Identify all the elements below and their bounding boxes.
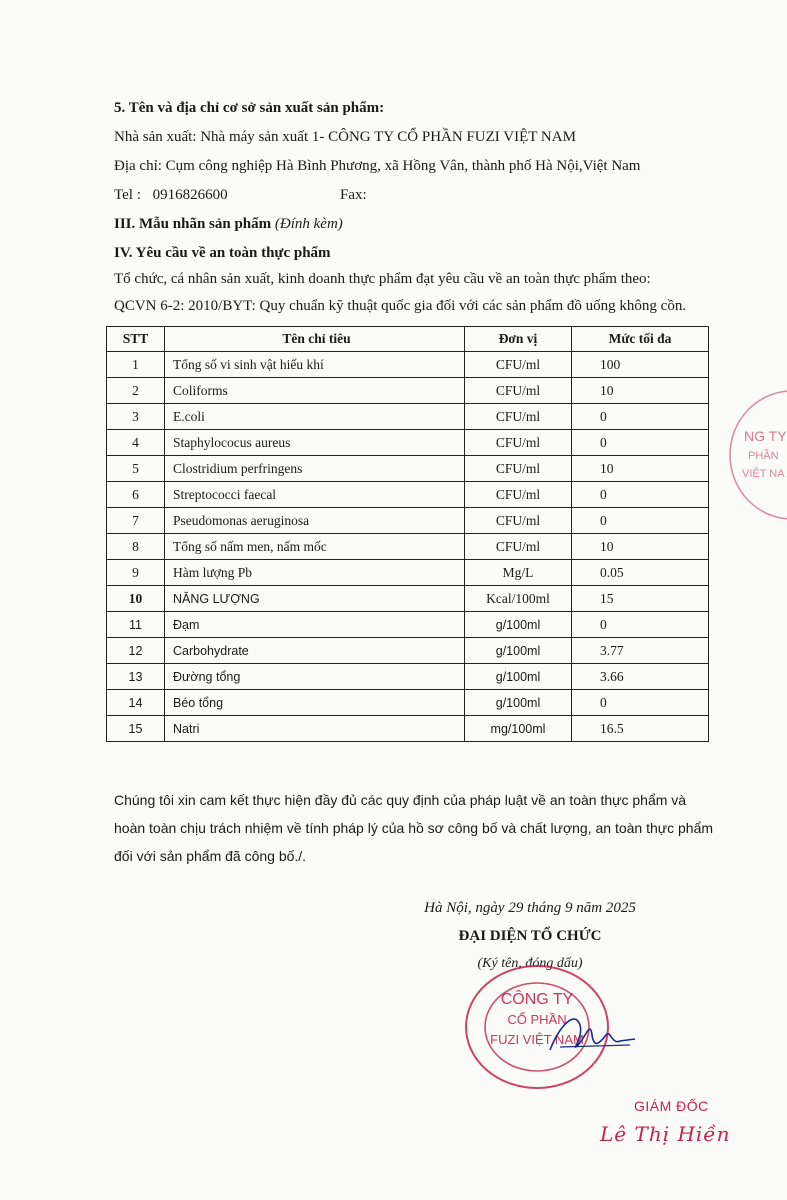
cell-name: E.coli	[165, 404, 465, 430]
section5-heading: 5. Tên và địa chỉ cơ sở sản xuất sản phẩm:	[114, 100, 385, 116]
cell-stt: 14	[107, 690, 165, 716]
cell-unit: CFU/ml	[465, 352, 572, 378]
table-row	[107, 378, 709, 404]
cell-unit: CFU/ml	[465, 456, 572, 482]
header-unit: Đơn vị	[465, 327, 572, 352]
director-name: Lê Thị Hiền	[600, 1122, 731, 1146]
section4-heading: IV. Yêu cầu về an toàn thực phẩm	[114, 245, 331, 261]
fax-label: Fax:	[340, 187, 367, 203]
cell-name: Béo tổng	[165, 690, 465, 716]
tel-fax-line	[114, 187, 367, 204]
cell-stt: 10	[107, 586, 165, 612]
cell-stt: 9	[107, 560, 165, 586]
side-stamp-line1: NG TY	[744, 428, 787, 444]
cell-name: Natri	[165, 716, 465, 742]
cell-max: 0	[572, 612, 709, 638]
section3-note: (Đính kèm)	[274, 216, 343, 232]
cell-unit: g/100ml	[465, 690, 572, 716]
cell-max: 3.77	[572, 638, 709, 664]
side-stamp-line3: VIỆT NA	[742, 468, 785, 480]
tel-label: Tel :	[114, 187, 141, 203]
table-row	[107, 716, 709, 742]
table-header-row	[107, 327, 709, 352]
safety-table	[106, 326, 709, 742]
cell-stt: 13	[107, 664, 165, 690]
cell-name: Staphylococus aureus	[165, 430, 465, 456]
table-row	[107, 638, 709, 664]
table-row	[107, 456, 709, 482]
cell-max: 0.05	[572, 560, 709, 586]
cell-max: 100	[572, 352, 709, 378]
cell-stt: 3	[107, 404, 165, 430]
commitment-paragraph	[114, 786, 714, 870]
table-row	[107, 430, 709, 456]
place-date: Hà Nội, ngày 29 tháng 9 năm 2025	[424, 900, 636, 916]
cell-name: Carbohydrate	[165, 638, 465, 664]
cell-name: Hàm lượng Pb	[165, 560, 465, 586]
table-row	[107, 664, 709, 690]
cell-unit: g/100ml	[465, 664, 572, 690]
table-row	[107, 586, 709, 612]
cell-unit: CFU/ml	[465, 482, 572, 508]
cell-unit: CFU/ml	[465, 508, 572, 534]
commitment-line1: Chúng tôi xin cam kết thực hiện đầy đủ các quy định của pháp luật về an toàn thực phẩm và	[114, 792, 687, 808]
cell-unit: Kcal/100ml	[465, 586, 572, 612]
cell-stt: 7	[107, 508, 165, 534]
stamp-line1: CÔNG TY	[500, 991, 574, 1008]
cell-stt: 12	[107, 638, 165, 664]
section3-line	[114, 216, 343, 233]
cell-name: Tổng số vi sinh vật hiếu khí	[165, 352, 465, 378]
table-row	[107, 404, 709, 430]
address-line: Địa chỉ: Cụm công nghiệp Hà Bình Phương, xã Hồng Vân, thành phố Hà Nội,Việt Nam	[114, 158, 641, 174]
section4-line2: QCVN 6-2: 2010/BYT: Quy chuẩn kỹ thuật quốc gia đối với các sản phẩm đồ uống không cồn.	[114, 298, 687, 314]
cell-name: Đạm	[165, 612, 465, 638]
signature-title: ĐẠI DIỆN TỔ CHỨC	[458, 928, 602, 944]
stamp-line3: FUZI VIỆT NAM	[490, 1032, 584, 1047]
cell-name: Đường tổng	[165, 664, 465, 690]
table-row	[107, 534, 709, 560]
manufacturer-line: Nhà sản xuất: Nhà máy sản xuất 1- CÔNG TY CỔ PHẦN FUZI VIỆT NAM	[114, 129, 576, 145]
cell-stt: 1	[107, 352, 165, 378]
cell-name: NĂNG LƯỢNG	[165, 586, 465, 612]
cell-max: 3.66	[572, 664, 709, 690]
cell-unit: g/100ml	[465, 638, 572, 664]
commitment-line3: đối với sản phẩm đã công bố./.	[114, 848, 307, 864]
cell-max: 0	[572, 404, 709, 430]
table-row	[107, 612, 709, 638]
side-stamp-line2: PHẦN	[748, 450, 779, 462]
header-name: Tên chỉ tiêu	[165, 327, 465, 352]
cell-name: Clostridium perfringens	[165, 456, 465, 482]
cell-stt: 4	[107, 430, 165, 456]
cell-unit: CFU/ml	[465, 378, 572, 404]
cell-stt: 5	[107, 456, 165, 482]
table-row	[107, 508, 709, 534]
header-stt: STT	[107, 327, 165, 352]
signature-scribble	[540, 1005, 640, 1065]
cell-unit: mg/100ml	[465, 716, 572, 742]
section3-heading: III. Mẫu nhãn sản phẩm	[114, 216, 272, 232]
table-row	[107, 482, 709, 508]
cell-max: 0	[572, 508, 709, 534]
director-title: GIÁM ĐỐC	[634, 1098, 709, 1114]
cell-name: Pseudomonas aeruginosa	[165, 508, 465, 534]
table-row	[107, 352, 709, 378]
cell-name: Tổng số nấm men, nấm mốc	[165, 534, 465, 560]
cell-max: 10	[572, 378, 709, 404]
cell-max: 16.5	[572, 716, 709, 742]
tel-value: 0916826600	[152, 187, 228, 203]
cell-stt: 11	[107, 612, 165, 638]
signature-note: (Ký tên, đóng dấu)	[477, 956, 583, 971]
section4-line1: Tổ chức, cá nhân sản xuất, kinh doanh thực phẩm đạt yêu cầu về an toàn thực phẩm theo:	[114, 271, 651, 287]
cell-max: 15	[572, 586, 709, 612]
table-row	[107, 560, 709, 586]
cell-max: 10	[572, 534, 709, 560]
cell-stt: 8	[107, 534, 165, 560]
cell-unit: CFU/ml	[465, 404, 572, 430]
commitment-line2: hoàn toàn chịu trách nhiệm về tính pháp lý của hồ sơ công bố và chất lượng, an toàn thực phẩm	[114, 820, 714, 836]
side-stamp	[726, 385, 787, 525]
cell-stt: 15	[107, 716, 165, 742]
cell-unit: CFU/ml	[465, 534, 572, 560]
cell-unit: Mg/L	[465, 560, 572, 586]
cell-max: 10	[572, 456, 709, 482]
cell-name: Streptococci faecal	[165, 482, 465, 508]
cell-stt: 6	[107, 482, 165, 508]
stamp-line2: CỔ PHẦN	[507, 1012, 567, 1027]
cell-unit: CFU/ml	[465, 430, 572, 456]
cell-stt: 2	[107, 378, 165, 404]
cell-max: 0	[572, 430, 709, 456]
table-row	[107, 690, 709, 716]
header-max: Mức tối đa	[572, 327, 709, 352]
cell-max: 0	[572, 690, 709, 716]
cell-max: 0	[572, 482, 709, 508]
cell-unit: g/100ml	[465, 612, 572, 638]
cell-name: Coliforms	[165, 378, 465, 404]
